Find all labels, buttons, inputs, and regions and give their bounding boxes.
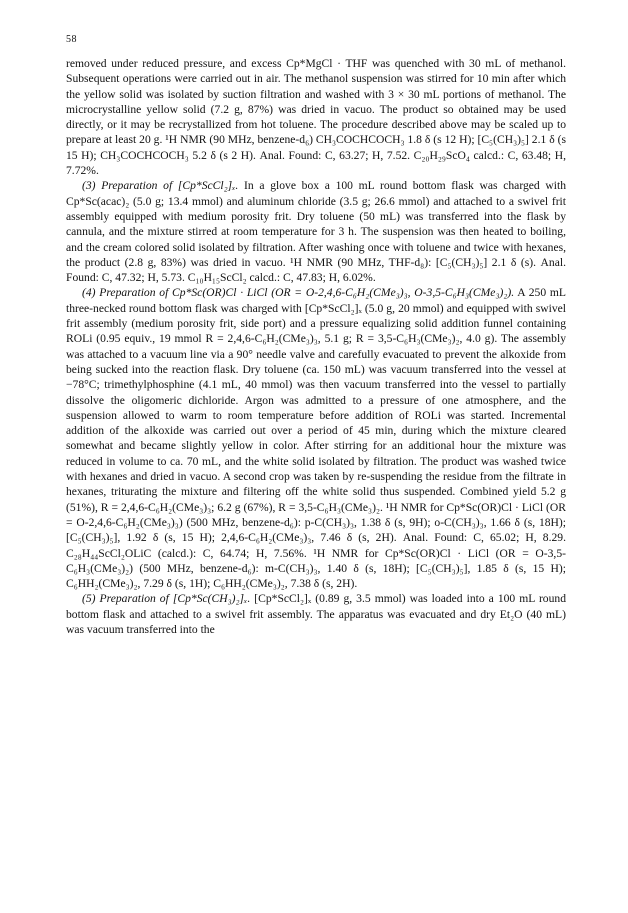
paragraph-section-4: [66, 285, 566, 591]
page-number: 58: [66, 34, 77, 45]
section-heading: (5) Preparation of [Cp*Sc(CH₃)₂]ₓ.: [82, 592, 251, 606]
section-heading: (4) Preparation of Cp*Sc(OR)Cl · LiCl (OR = O-2,4,6-C₆H₂(CMe₃)₃, O-3,5-C₆H₃(CMe₃)₂).: [82, 286, 515, 300]
paragraph-body: A 250 mL three-necked round bottom flask was charged with [Cp*ScCl₂]ₓ (5.0 g, 20 mmol) and equipped with swivel frit assembly (medium porosity frit, side port) and a pressure equalizing solid addition funnel containing ROLi (0.95 equiv., 19 mmol R = 2,4,6-C₆H₂(CMe₃)₃, 5.1 g; R = 3,5-C₆H₃(CMe₃)₂, 4.0 g). The assembly was attached to a vacuum line via a 90° needle valve and carefully evacuated to prevent the alkoxide from being sucked into the reaction flask. Dry toluene (ca. 150 mL) was vacuum transferred into the vessel at −78°C; trimethylphosphine (4.1 mL, 40 mmol) was then vacuum transferred into the vessel to partially dissolve the oligomeric dichloride. Argon was admitted to a pressure of one atmosphere, and the suspension allowed to warm to room temperature before addition of ROLi was started. Incremental addition of the alkoxide was carried out over a period of 45 min, during which the mixture cleared somewhat and became slightly yellow in color. After stirring for an additional hour the mixture was reduced in volume to ca. 70 mL, and the white solid isolated by filtration. The product was washed twice with hexanes and dried in vacuo. A second crop was taken by re-suspending the residue from the filtrate in hexanes, triturating the mixture and filtering off the white solid thus suspended. Combined yield 5.2 g (51%), R = 2,4,6-C₆H₂(CMe₃)₃; 6.2 g (67%), R = 3,5-C₆H₃(CMe₃)₂. ¹H NMR for Cp*Sc(OR)Cl · LiCl (OR = O-2,4,6-C₆H₂(CMe₃)₃) (500 MHz, benzene-d₆): p-C(CH₃)₃, 1.38 δ (s, 9H); o-C(CH₃)₃, 1.66 δ (s, 18H); [C₅(CH₃)₅], 1.92 δ (s, 15 H); 2,4,6-C₆H₂(CMe₃)₃, 7.46 δ (s, 2H). Anal. Found: C, 65.02; H, 8.29. C₂₈H₄₄ScCl₂OLiC (calcd.): C, 64.74; H, 7.56%. ¹H NMR for Cp*Sc(OR)Cl · LiCl (OR = O-3,5-C₆H₃(CMe₃)₂) (500 MHz, benzene-d₆): m-C(CH₃)₃, 1.40 δ (s, 18H); [C₅(CH₃)₅], 1.85 δ (s, 15 H); C₆HH₂(CMe₃)₂, 7.29 δ (s, 1H); C₆HH₂(CMe₃)₂, 7.38 δ (s, 2H).: [66, 286, 566, 591]
body-text: [66, 56, 566, 637]
section-heading: (3) Preparation of [Cp*ScCl₂]ₓ.: [82, 179, 239, 193]
paragraph-body: removed under reduced pressure, and excess Cp*MgCl · THF was quenched with 30 mL of methanol. Subsequent operations were carried out in air. The methanol suspension was stirred for 10 min after which the yellow solid was isolated by suction filtration and washed with 3 × 30 mL portions of methanol. The microcrystalline yellow solid (7.2 g, 87%) was dried in vacuo. The product so obtained may be used directly, or it may be recrystallized from hot toluene. The procedure described above may be scaled up to prepare at least 20 g. ¹H NMR (90 MHz, benzene-d₆) CH₃COCHCOCH₃ 1.8 δ (s 12 H); [C₅(CH₃)₅] 2.1 δ (s 15 H); CH₃COCHCOCH₃ 5.2 δ (s 2 H). Anal. Found: C, 63.27; H, 7.52. C₂₀H₂₉ScO₄ calcd.: C, 63.48; H, 7.72%.: [66, 57, 566, 178]
paragraph-section-5: [66, 591, 566, 637]
paragraph-body: [Cp*ScCl₂]ₓ (0.89 g, 3.5 mmol) was loaded into a 100 mL round bottom flask and attached to a swivel frit assembly. The apparatus was evacuated and dry Et₂O (40 mL) was vacuum transferred into the: [66, 592, 566, 636]
paragraph-section-3: [66, 178, 566, 285]
paragraph-body: In a glove box a 100 mL round bottom flask was charged with Cp*Sc(acac)₂ (5.0 g; 13.4 mmol) and aluminum chloride (3.5 g; 26.6 mmol) and attached to a swivel frit assembly equipped with medium porosity frit. Dry toluene (50 mL) was transferred into the flask by cannula, and the mixture stirred at room temperature for 3 h. The suspension was then heated to boiling, and the cream colored solid isolated by filtration. After washing once with toluene and twice with hexanes, the product (2.8 g, 83%) was dried in vacuo. ¹H NMR (90 MHz, THF-d₈): [C₅(CH₃)₅] 2.1 δ (s). Anal. Found: C, 47.32; H, 5.73. C₁₀H₁₅ScCl₂ calcd.: C, 47.83; H, 6.02%.: [66, 179, 567, 285]
paragraph-continuation: [66, 56, 566, 178]
